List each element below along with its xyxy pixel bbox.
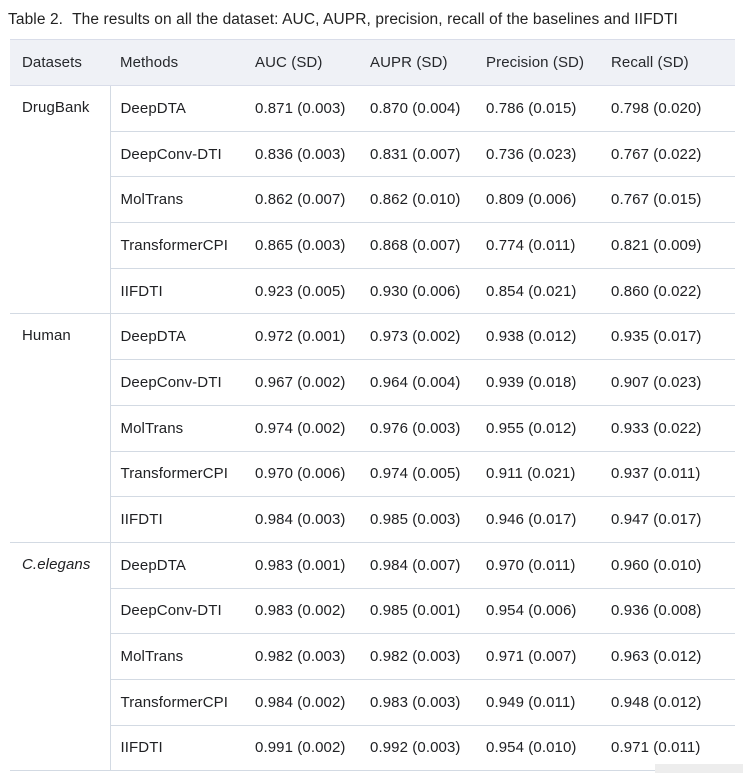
method-cell: TransformerCPI — [110, 223, 245, 269]
method-cell: TransformerCPI — [110, 679, 245, 725]
recall-cell: 0.907 (0.023) — [601, 360, 735, 406]
auc-cell: 0.967 (0.002) — [245, 360, 360, 406]
precision-cell: 0.949 (0.011) — [476, 679, 601, 725]
column-header-methods: Methods — [110, 40, 245, 86]
header-row — [10, 40, 735, 86]
table-caption — [8, 8, 743, 31]
precision-cell: 0.911 (0.021) — [476, 451, 601, 497]
recall-cell: 0.933 (0.022) — [601, 405, 735, 451]
recall-cell: 0.935 (0.017) — [601, 314, 735, 360]
auc-cell: 0.984 (0.002) — [245, 679, 360, 725]
auc-cell: 0.984 (0.003) — [245, 497, 360, 543]
recall-cell: 0.947 (0.017) — [601, 497, 735, 543]
method-cell: DeepDTA — [110, 314, 245, 360]
aupr-cell: 0.983 (0.003) — [360, 679, 476, 725]
table-row — [10, 542, 735, 588]
recall-cell: 0.963 (0.012) — [601, 634, 735, 680]
precision-cell: 0.946 (0.017) — [476, 497, 601, 543]
method-cell: IIFDTI — [110, 725, 245, 771]
table-row — [10, 360, 735, 406]
method-cell: DeepConv-DTI — [110, 360, 245, 406]
method-cell: MolTrans — [110, 405, 245, 451]
aupr-cell: 0.982 (0.003) — [360, 634, 476, 680]
aupr-cell: 0.992 (0.003) — [360, 725, 476, 771]
precision-cell: 0.971 (0.007) — [476, 634, 601, 680]
aupr-cell: 0.862 (0.010) — [360, 177, 476, 223]
precision-cell: 0.955 (0.012) — [476, 405, 601, 451]
column-header-auc: AUC (SD) — [245, 40, 360, 86]
precision-cell: 0.954 (0.006) — [476, 588, 601, 634]
aupr-cell: 0.964 (0.004) — [360, 360, 476, 406]
auc-cell: 0.972 (0.001) — [245, 314, 360, 360]
aupr-cell: 0.974 (0.005) — [360, 451, 476, 497]
auc-cell: 0.836 (0.003) — [245, 131, 360, 177]
auc-cell: 0.982 (0.003) — [245, 634, 360, 680]
method-cell: IIFDTI — [110, 497, 245, 543]
recall-cell: 0.948 (0.012) — [601, 679, 735, 725]
dataset-cell: DrugBank — [10, 86, 110, 314]
aupr-cell: 0.831 (0.007) — [360, 131, 476, 177]
column-header-aupr: AUPR (SD) — [360, 40, 476, 86]
method-cell: MolTrans — [110, 177, 245, 223]
dataset-cell: C.elegans — [10, 542, 110, 770]
method-cell: DeepDTA — [110, 86, 245, 132]
aupr-cell: 0.930 (0.006) — [360, 268, 476, 314]
aupr-cell: 0.976 (0.003) — [360, 405, 476, 451]
precision-cell: 0.970 (0.011) — [476, 542, 601, 588]
auc-cell: 0.871 (0.003) — [245, 86, 360, 132]
precision-cell: 0.736 (0.023) — [476, 131, 601, 177]
recall-cell: 0.860 (0.022) — [601, 268, 735, 314]
aupr-cell: 0.870 (0.004) — [360, 86, 476, 132]
method-cell: IIFDTI — [110, 268, 245, 314]
method-cell: DeepConv-DTI — [110, 131, 245, 177]
table-row — [10, 451, 735, 497]
recall-cell: 0.798 (0.020) — [601, 86, 735, 132]
recall-cell: 0.767 (0.022) — [601, 131, 735, 177]
table-row — [10, 405, 735, 451]
table-row — [10, 131, 735, 177]
method-cell: DeepConv-DTI — [110, 588, 245, 634]
precision-cell: 0.939 (0.018) — [476, 360, 601, 406]
precision-cell: 0.954 (0.010) — [476, 725, 601, 771]
dataset-cell: Human — [10, 314, 110, 542]
recall-cell: 0.937 (0.011) — [601, 451, 735, 497]
auc-cell: 0.862 (0.007) — [245, 177, 360, 223]
auc-cell: 0.991 (0.002) — [245, 725, 360, 771]
aupr-cell: 0.984 (0.007) — [360, 542, 476, 588]
precision-cell: 0.786 (0.015) — [476, 86, 601, 132]
table-row — [10, 314, 735, 360]
recall-cell: 0.936 (0.008) — [601, 588, 735, 634]
precision-cell: 0.774 (0.011) — [476, 223, 601, 269]
table-caption-label: Table 2. — [8, 11, 64, 28]
auc-cell: 0.983 (0.002) — [245, 588, 360, 634]
auc-cell: 0.983 (0.001) — [245, 542, 360, 588]
auc-cell: 0.974 (0.002) — [245, 405, 360, 451]
table-row — [10, 588, 735, 634]
table-row — [10, 497, 735, 543]
screenshot-artifact — [655, 764, 743, 773]
aupr-cell: 0.985 (0.003) — [360, 497, 476, 543]
table-row — [10, 725, 735, 771]
column-header-precision: Precision (SD) — [476, 40, 601, 86]
aupr-cell: 0.985 (0.001) — [360, 588, 476, 634]
results-table — [10, 39, 735, 771]
table-row — [10, 268, 735, 314]
recall-cell: 0.971 (0.011) — [601, 725, 735, 771]
table-row — [10, 177, 735, 223]
precision-cell: 0.809 (0.006) — [476, 177, 601, 223]
recall-cell: 0.960 (0.010) — [601, 542, 735, 588]
table-row — [10, 679, 735, 725]
table-row — [10, 86, 735, 132]
method-cell: DeepDTA — [110, 542, 245, 588]
recall-cell: 0.821 (0.009) — [601, 223, 735, 269]
table-body — [10, 86, 735, 771]
auc-cell: 0.923 (0.005) — [245, 268, 360, 314]
method-cell: TransformerCPI — [110, 451, 245, 497]
table-caption-text: The results on all the dataset: AUC, AUPR, precision, recall of the baselines and IIFDTI — [72, 11, 678, 28]
auc-cell: 0.970 (0.006) — [245, 451, 360, 497]
precision-cell: 0.938 (0.012) — [476, 314, 601, 360]
precision-cell: 0.854 (0.021) — [476, 268, 601, 314]
table-row — [10, 223, 735, 269]
table-row — [10, 634, 735, 680]
aupr-cell: 0.973 (0.002) — [360, 314, 476, 360]
recall-cell: 0.767 (0.015) — [601, 177, 735, 223]
method-cell: MolTrans — [110, 634, 245, 680]
auc-cell: 0.865 (0.003) — [245, 223, 360, 269]
aupr-cell: 0.868 (0.007) — [360, 223, 476, 269]
column-header-datasets: Datasets — [10, 40, 110, 86]
column-header-recall: Recall (SD) — [601, 40, 735, 86]
